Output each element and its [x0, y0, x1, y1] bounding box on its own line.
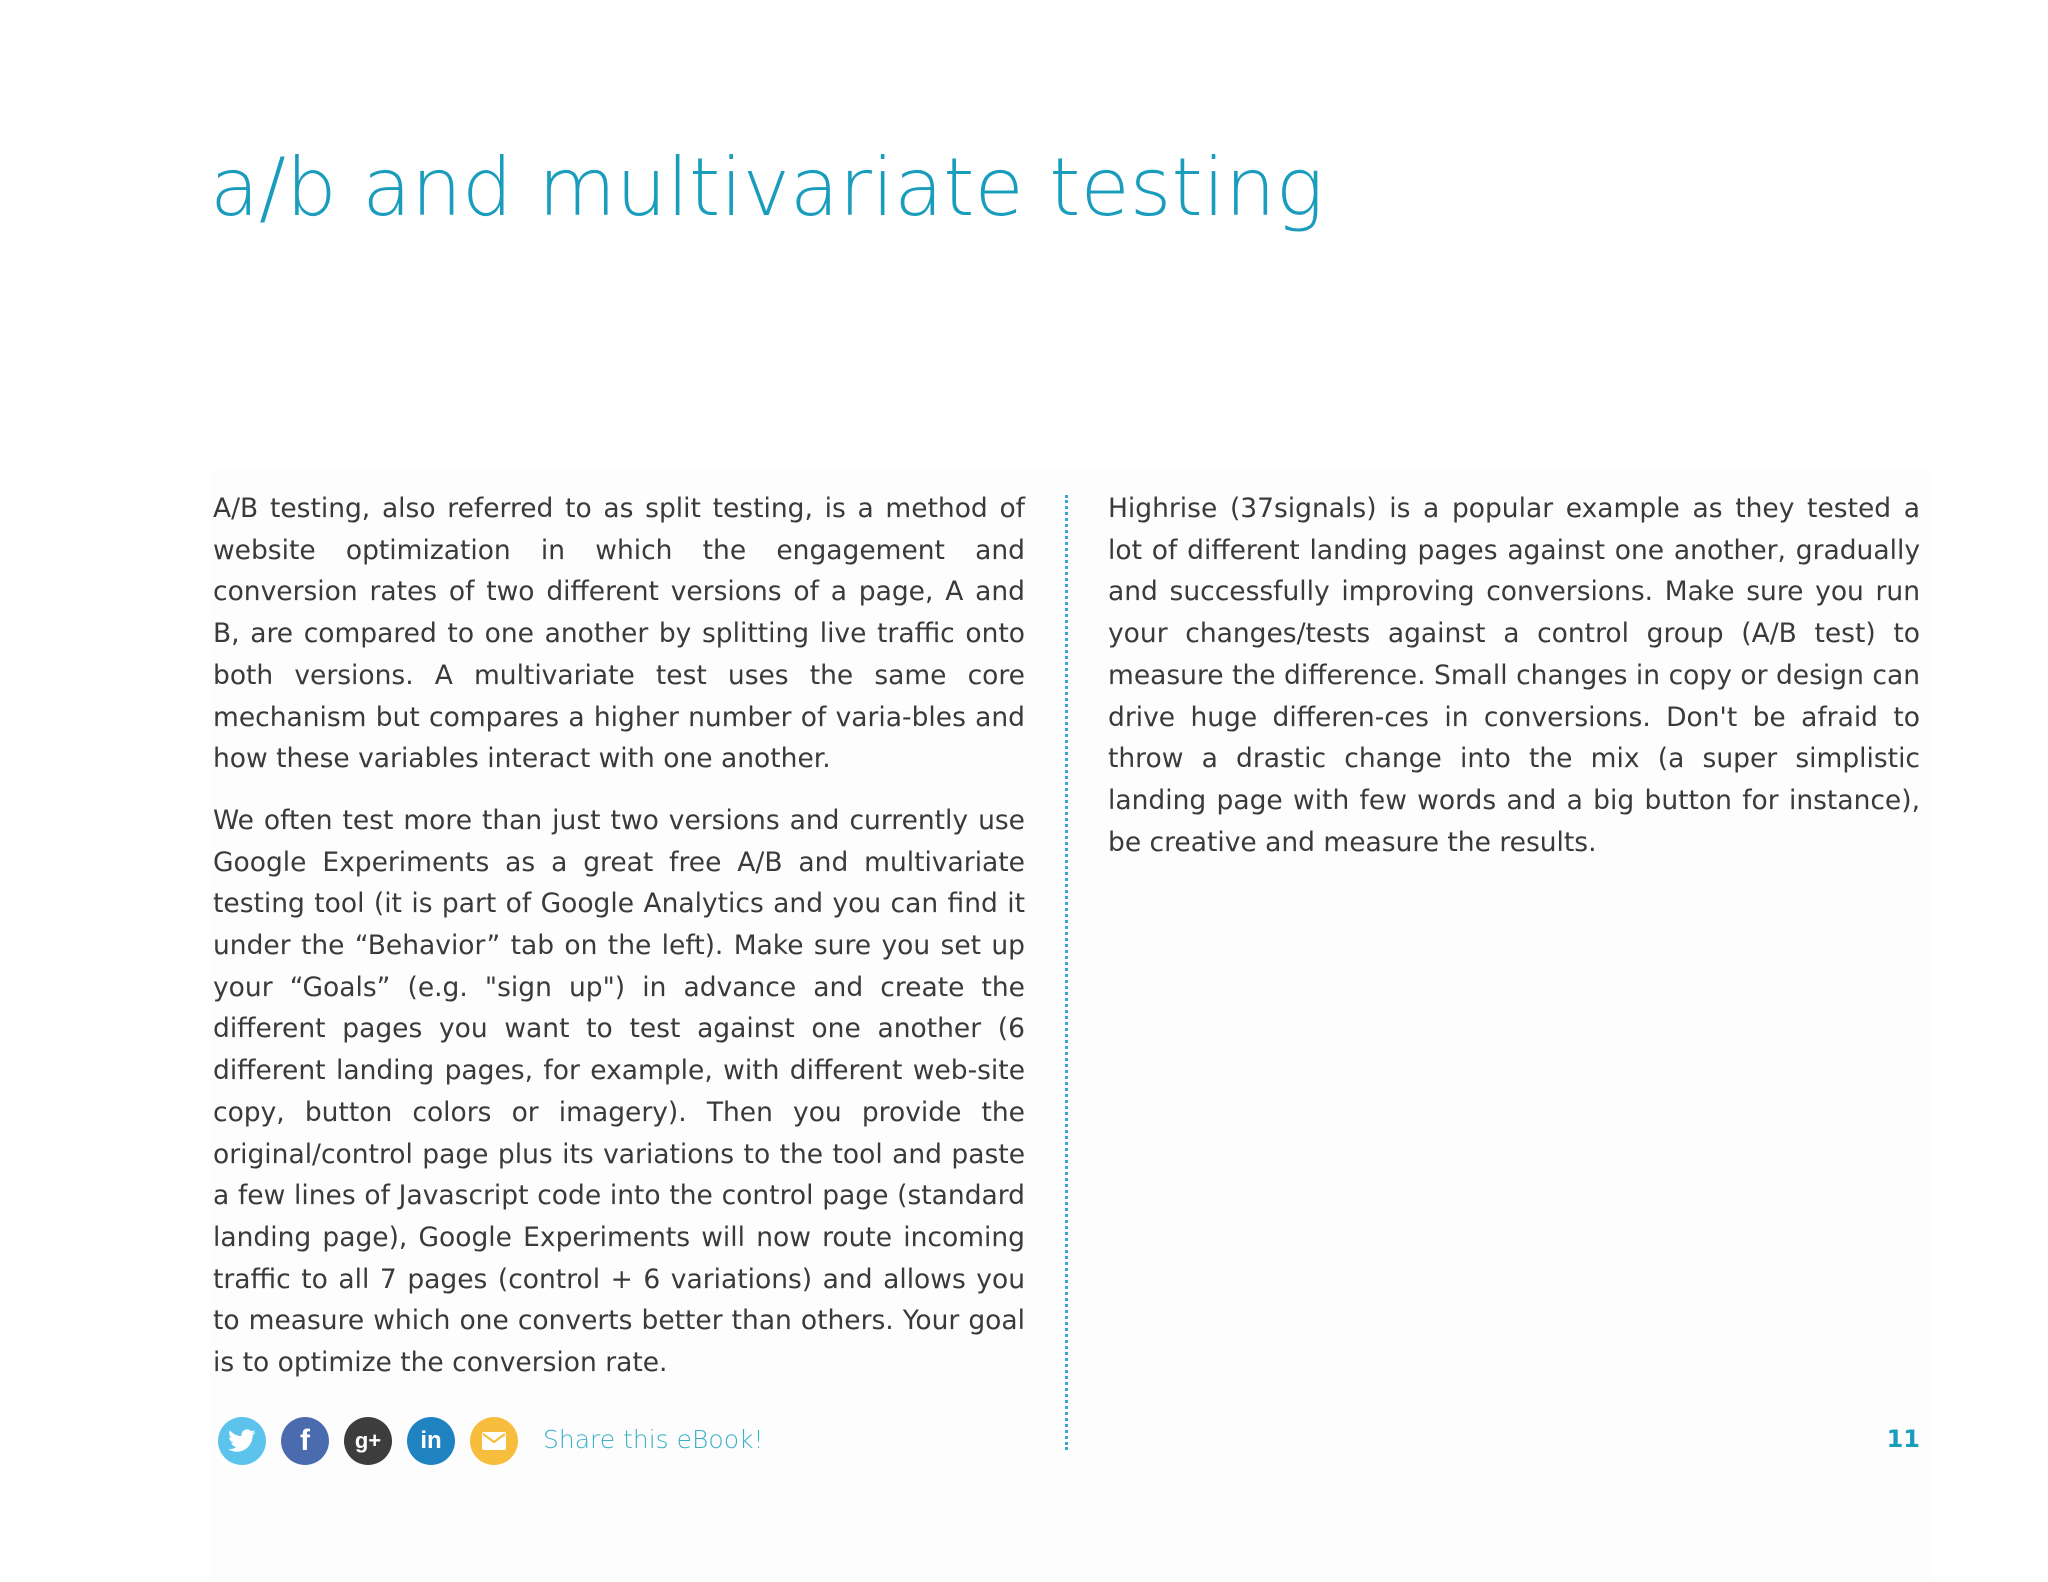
- envelope-glyph: [481, 1431, 507, 1451]
- twitter-bird-glyph: [228, 1429, 256, 1453]
- right-column: [1108, 488, 1920, 883]
- facebook-icon[interactable]: [281, 1417, 329, 1465]
- column-divider: [1065, 495, 1068, 1450]
- google-plus-glyph: g+: [354, 1428, 382, 1453]
- left-column: [213, 488, 1025, 1404]
- paragraph: A/B testing, also referred to as split testing, is a method of website optimization in which the engagement and conversion rates of two different versions of a page, A and B, are compared to one another by splitting live traffic onto both versions. A multivariate test uses the same core mechanism but compares a higher number of varia-bles and how these variables interact with one another.: [213, 493, 1025, 775]
- linkedin-icon[interactable]: [407, 1417, 455, 1465]
- twitter-icon[interactable]: [218, 1417, 266, 1465]
- facebook-glyph: f: [300, 1424, 310, 1457]
- email-icon[interactable]: [470, 1417, 518, 1465]
- share-ebook-link[interactable]: Share this eBook!: [543, 1425, 764, 1454]
- paragraph: Highrise (37signals) is a popular example as they tested a lot of different landing pages against one another, gradually and successfully improving conversions. Make sure you run your changes/tests against a control group (A/B test) to measure the difference. Small changes in copy or design can drive huge differen-ces in conversions. Don't be afraid to throw a drastic change into the mix (a super simplistic landing page with few words and a big button for instance), be creative and measure the results.: [1108, 493, 1920, 858]
- linkedin-glyph: in: [420, 1427, 442, 1454]
- page-number: 11: [1886, 1425, 1920, 1453]
- page-title: a/b and multivariate testing: [210, 141, 1324, 234]
- google-plus-icon[interactable]: [344, 1417, 392, 1465]
- social-share-bar: [218, 1417, 518, 1465]
- paragraph: We often test more than just two versions and currently use Google Experiments as a great free A/B and multivariate testing tool (it is part of Google Analytics and you can find it under the “Behavior” tab on the left). Make sure you set up your “Goals” (e.g. "sign up") in advance and create the different pages you want to test against one another (6 different landing pages, for example, with different web-site copy, button colors or imagery). Then you provide the original/control page plus its variations to the tool and paste a few lines of Javascript code into the control page (standard landing page), Google Experiments will now route incoming traffic to all 7 pages (control + 6 variations) and allows you to measure which one converts better than others. Your goal is to optimize the conversion rate.: [213, 804, 1025, 1379]
